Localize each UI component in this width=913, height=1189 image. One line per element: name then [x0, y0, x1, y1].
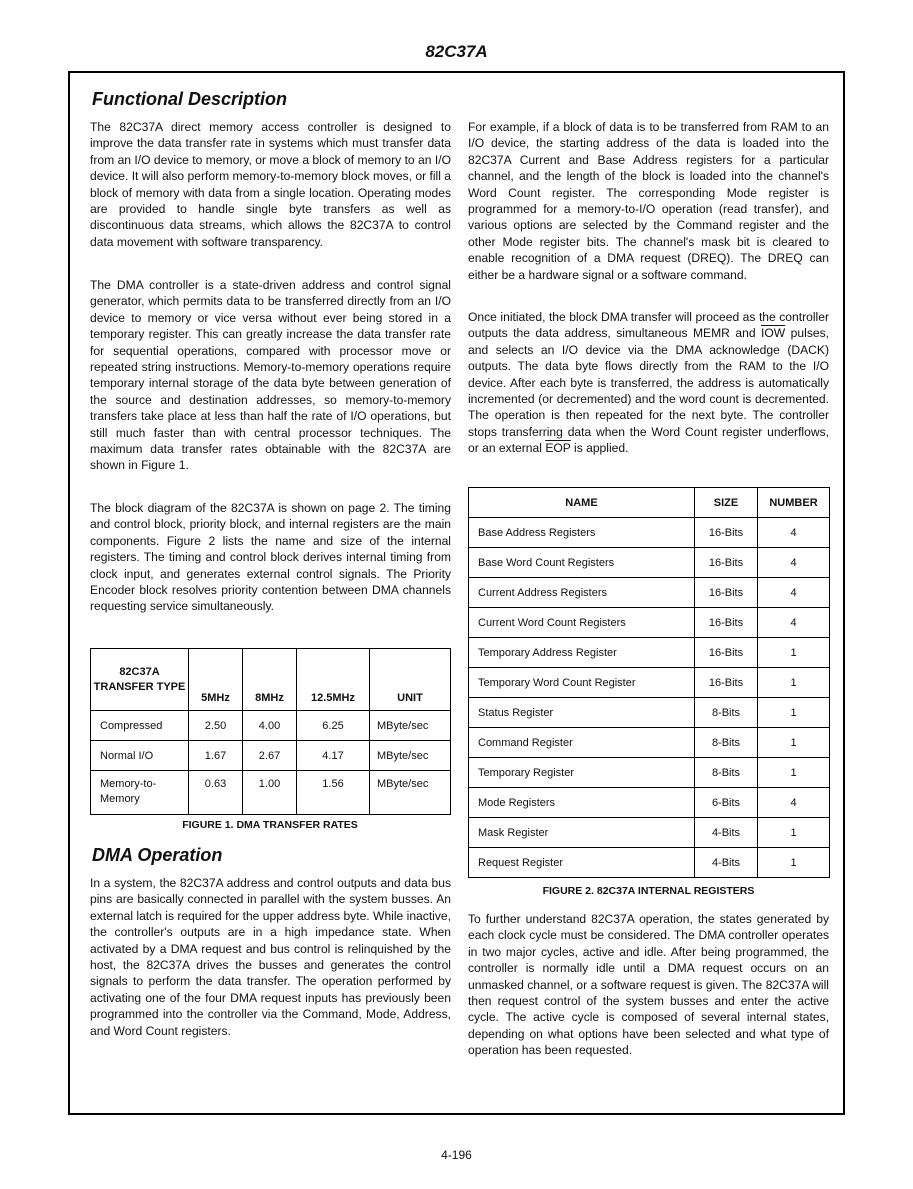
table-header: 8MHz — [243, 649, 297, 711]
paragraph-dma-operation: In a system, the 82C37A address and control outputs and data bus pins are basically connected in parallel with the system busses. An external latch is required for the upper address byte. While inactive, the controller's outputs are in a high impedance state. When activated by a DMA request and bus control is relinquished by the host, the 82C37A drives the busses and generates the control signals to perform the data transfer. The operation performed by activating one of the four DMA request inputs has previously been programmed into the controller via the Command, Mode, Address, and Word Count registers. — [90, 876, 451, 1038]
paragraph-dma-controller: The DMA controller is a state-driven address and control signal generator, which permits data to be transferred directly from an I/O device to memory or vice versa without ever being stored in a temporary register. This can greatly increase the data transfer rate for sequential operations, compared with processor move or repeated string instructions. Memory-to-memory operations require temporary internal storage of the data byte between generation of the source and destination addresses, so memory-to-memory transfers take place at less than half the rate of I/O operations, but still much faster than with central processor techniques. The maximum data transfer rates obtainable with the 82C37A are shown in Figure 1. — [90, 278, 451, 473]
table-header: 5MHz — [189, 649, 243, 711]
paragraph-example: For example, if a block of data is to be transferred from RAM to an I/O device, the starting address of the data is loaded into the 82C37A Current and Base Address registers for a particular channel, and the length of the block is loaded into the channel's Word Count register. The corresponding Mode register is programmed for a memory-to-I/O operation (read transfer), and various options are selected by the Command register and the other Mode register bits. The channel's mask bit is cleared to enable recognition of a DMA request (DREQ). The DREQ can either be a hardware signal or a software command. — [468, 120, 829, 282]
table-cell: Compressed — [91, 711, 189, 741]
table-cell: 16-Bits — [695, 548, 758, 578]
table-cell: Normal I/O — [91, 741, 189, 771]
table-cell: 4.00 — [243, 711, 297, 741]
table-row — [469, 578, 830, 608]
table-cell: 8-Bits — [695, 728, 758, 758]
page-header-title: 82C37A — [425, 42, 488, 61]
table-row — [469, 848, 830, 878]
table-cell: Current Word Count Registers — [469, 608, 695, 638]
table-cell: 4-Bits — [695, 848, 758, 878]
paragraph-block-diagram: The block diagram of the 82C37A is shown on page 2. The timing and control block, priority block, and internal registers are the main components. Figure 2 lists the name and size of the internal registers. The timing and control block derives internal timing from clock input, and generates external control signals. The Priority Encoder block resolves priority contention between DMA channels requesting service simultaneously. — [90, 501, 451, 614]
paragraph-intro: The 82C37A direct memory access controller is designed to improve the data transfer rate in systems which must transfer data from an I/O device to memory, or move a block of memory to an I/O device. It will also perform memory-to-memory block moves, or fill a block of memory with data from a single location. Operating modes are provided to handle single byte transfers as well as discontinuous data streams, which allows the 82C37A to control data movement with software transparency. — [90, 120, 451, 249]
table-cell: MByte/sec — [370, 711, 451, 741]
table-row — [469, 698, 830, 728]
figure-2-caption: FIGURE 2. 82C37A INTERNAL REGISTERS — [542, 885, 755, 897]
table-row — [469, 818, 830, 848]
table-cell: 4 — [758, 608, 830, 638]
table-row — [469, 728, 830, 758]
table-cell: 1 — [758, 818, 830, 848]
table-cell: 1 — [758, 698, 830, 728]
table-row — [469, 518, 830, 548]
table-cell: Temporary Register — [469, 758, 695, 788]
table-cell: 4 — [758, 548, 830, 578]
table-cell: 8-Bits — [695, 698, 758, 728]
table-cell: MByte/sec — [370, 771, 451, 815]
table-cell: Base Word Count Registers — [469, 548, 695, 578]
table-row — [469, 668, 830, 698]
table-cell: 1 — [758, 848, 830, 878]
table-cell: 1 — [758, 668, 830, 698]
content-frame — [68, 71, 845, 1115]
table-cell: 1.67 — [189, 741, 243, 771]
table-row — [91, 771, 451, 815]
paragraph-block-transfer — [468, 309, 829, 457]
table-cell: 6-Bits — [695, 788, 758, 818]
table-cell: 1.00 — [243, 771, 297, 815]
table-cell: 2.67 — [243, 741, 297, 771]
table-header: NUMBER — [758, 488, 830, 518]
table-row — [469, 638, 830, 668]
text-run: pulses, and selects an I/O device via the DMA acknowledge (DACK) outputs. The data byte flows directly from the RAM to the I/O device. After each byte is transferred, the address is automatically incremented (or decremented) and the word count is decremented. The operation is then repeated for the next byte. The controller stops transferring data when the Word Count register underflows, or an external — [468, 326, 829, 456]
table-cell: 8-Bits — [695, 758, 758, 788]
table-cell: Mode Registers — [469, 788, 695, 818]
table-header: NAME — [469, 488, 695, 518]
table-cell: Temporary Address Register — [469, 638, 695, 668]
table-cell: 4.17 — [297, 741, 370, 771]
table-cell: Current Address Registers — [469, 578, 695, 608]
table-row — [91, 741, 451, 771]
table-header: SIZE — [695, 488, 758, 518]
table-cell: Base Address Registers — [469, 518, 695, 548]
table-header: 12.5MHz — [297, 649, 370, 711]
heading-functional-description: Functional Description — [92, 89, 288, 109]
table-cell: Command Register — [469, 728, 695, 758]
table-cell: 0.63 — [189, 771, 243, 815]
table-cell: 1 — [758, 758, 830, 788]
table-cell: 16-Bits — [695, 578, 758, 608]
table-cell: 2.50 — [189, 711, 243, 741]
table-cell: 6.25 — [297, 711, 370, 741]
table-cell: 16-Bits — [695, 638, 758, 668]
heading-dma-operation: DMA Operation — [92, 845, 223, 865]
table-cell: 1 — [758, 728, 830, 758]
table-row — [469, 608, 830, 638]
table-row — [91, 711, 451, 741]
table-cell: 16-Bits — [695, 608, 758, 638]
table-header: 82C37A TRANSFER TYPE — [91, 649, 189, 711]
page-number: 4-196 — [441, 1148, 472, 1162]
dma-transfer-rates-table — [90, 648, 451, 815]
text-run: Once initiated, the block DMA transfer will proceed as the controller outputs the data address, simultaneous MEMR and — [468, 310, 829, 341]
table-cell: 4-Bits — [695, 818, 758, 848]
table-cell: Mask Register — [469, 818, 695, 848]
figure-1-caption: FIGURE 1. DMA TRANSFER RATES — [182, 819, 358, 831]
table-row — [469, 788, 830, 818]
table-row — [469, 548, 830, 578]
table-cell: Memory-to-Memory — [91, 771, 189, 815]
text-run: is applied. — [570, 441, 629, 456]
internal-registers-table — [468, 487, 830, 878]
table-cell: MByte/sec — [370, 741, 451, 771]
iow-signal-text: $\overline{IOW}$ — [761, 326, 786, 341]
table-cell: Request Register — [469, 848, 695, 878]
table-cell: 1 — [758, 638, 830, 668]
table-cell: Status Register — [469, 698, 695, 728]
table-cell: 4 — [758, 518, 830, 548]
table-header: UNIT — [370, 649, 451, 711]
table-cell: 16-Bits — [695, 518, 758, 548]
table-cell: 4 — [758, 788, 830, 818]
table-row — [469, 758, 830, 788]
table-cell: 1.56 — [297, 771, 370, 815]
table-cell: 16-Bits — [695, 668, 758, 698]
paragraph-further-understand: To further understand 82C37A operation, the states generated by each clock cycle must be considered. The DMA controller operates in two major cycles, active and idle. After being programmed, the controller is normally idle until a DMA request occurs on an unmasked channel, or a software request is given. The 82C37A will then request control of the system busses and enter the active cycle. The active cycle is composed of several internal states, depending on what options have been selected and what type of operation has been requested. — [468, 912, 829, 1058]
table-cell: Temporary Word Count Register — [469, 668, 695, 698]
table-cell: 4 — [758, 578, 830, 608]
eop-signal-text: $\overline{EOP}$ — [545, 441, 571, 456]
